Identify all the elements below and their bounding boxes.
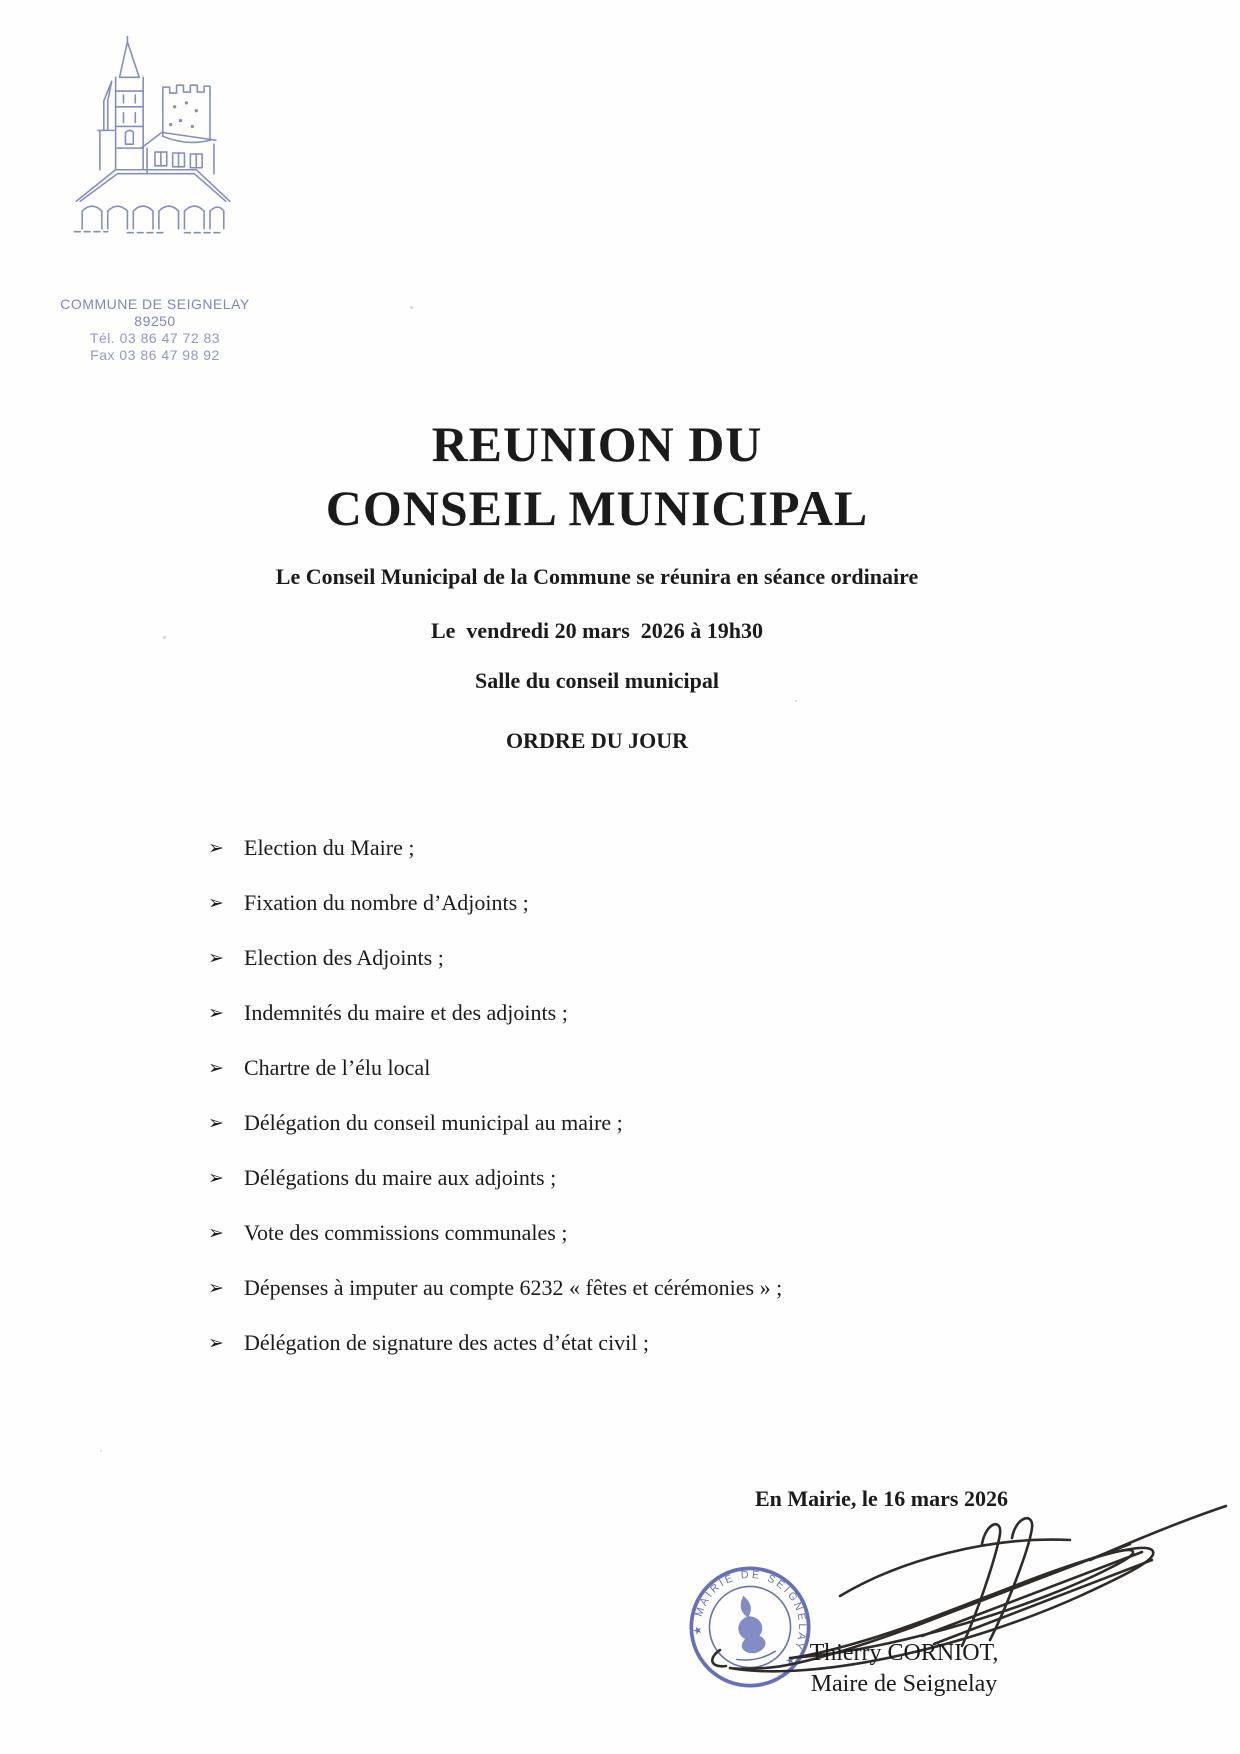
dateline: En Mairie, le 16 mars 2026: [755, 1486, 1008, 1511]
agenda-item-label: Election des Adjoints ;: [244, 945, 444, 970]
arrow-bullet-icon: ➢: [208, 892, 224, 914]
agenda-item-label: Fixation du nombre d’Adjoints ;: [244, 890, 529, 915]
agenda-item-label: Indemnités du maire et des adjoints ;: [244, 1000, 568, 1025]
arrow-bullet-icon: ➢: [208, 947, 224, 969]
agenda-item: [208, 1219, 1068, 1247]
arrow-bullet-icon: ➢: [208, 1167, 224, 1189]
stamp-ring-text: ★ MAIRIE DE SEIGNELAY ★: [691, 1568, 809, 1670]
agenda-list: [208, 834, 1068, 1384]
church-line-drawing-icon: [68, 36, 236, 272]
arrow-bullet-icon: ➢: [208, 1002, 224, 1024]
agenda-heading: ORDRE DU JOUR: [505, 728, 689, 753]
agenda-item: [208, 1109, 1068, 1137]
agenda-item-label: Election du Maire ;: [244, 835, 415, 860]
agenda-item: [208, 889, 1068, 917]
meeting-datetime: Le vendredi 20 mars 2026 à 19h30: [430, 618, 764, 643]
agenda-item-label: Délégation du conseil municipal au maire ;: [244, 1110, 623, 1135]
signer-block: [758, 1638, 1050, 1700]
scan-speck: [410, 306, 413, 309]
arrow-bullet-icon: ➢: [208, 1057, 224, 1079]
commune-name: COMMUNE DE SEIGNELAY: [60, 296, 250, 312]
agenda-item-label: Vote des commissions communales ;: [244, 1220, 568, 1245]
arrow-bullet-icon: ➢: [208, 1222, 224, 1244]
scan-speck: [163, 636, 166, 639]
fax-line: Fax 03 86 47 98 92: [90, 347, 220, 363]
signer-title: Maire de Seignelay: [810, 1671, 998, 1697]
agenda-item: [208, 834, 1068, 862]
arrow-bullet-icon: ➢: [208, 837, 224, 859]
agenda-item: [208, 1274, 1068, 1302]
agenda-item: [208, 944, 1068, 972]
title-line-1: REUNION DU: [431, 416, 763, 472]
agenda-item-label: Délégation de signature des actes d’état civil ;: [244, 1330, 650, 1355]
letterhead-contact-block: [30, 296, 280, 364]
scan-speck: [100, 1450, 102, 1452]
agenda-item: [208, 1164, 1068, 1192]
agenda-item-label: Dépenses à imputer au compte 6232 « fêtes et cérémonies » ;: [244, 1275, 783, 1300]
arrow-bullet-icon: ➢: [208, 1332, 224, 1354]
arrow-bullet-icon: ➢: [208, 1112, 224, 1134]
document-title: [0, 412, 1194, 540]
agenda-item: [208, 1329, 1068, 1357]
agenda-item: [208, 1054, 1068, 1082]
agenda-item-label: Délégations du maire aux adjoints ;: [244, 1165, 557, 1190]
signer-name: Thierry CORNIOT,: [809, 1640, 999, 1666]
postal-code: 89250: [134, 313, 176, 329]
meeting-location: Salle du conseil municipal: [475, 668, 719, 693]
scan-speck: [795, 700, 797, 702]
meeting-intro: Le Conseil Municipal de la Commune se réunira en séance ordinaire: [275, 564, 919, 589]
phone-line: Tél. 03 86 47 72 83: [89, 330, 221, 346]
agenda-item-label: Chartre de l’élu local: [244, 1055, 431, 1080]
agenda-item: [208, 999, 1068, 1027]
title-line-2: CONSEIL MUNICIPAL: [325, 480, 869, 536]
arrow-bullet-icon: ➢: [208, 1277, 224, 1299]
